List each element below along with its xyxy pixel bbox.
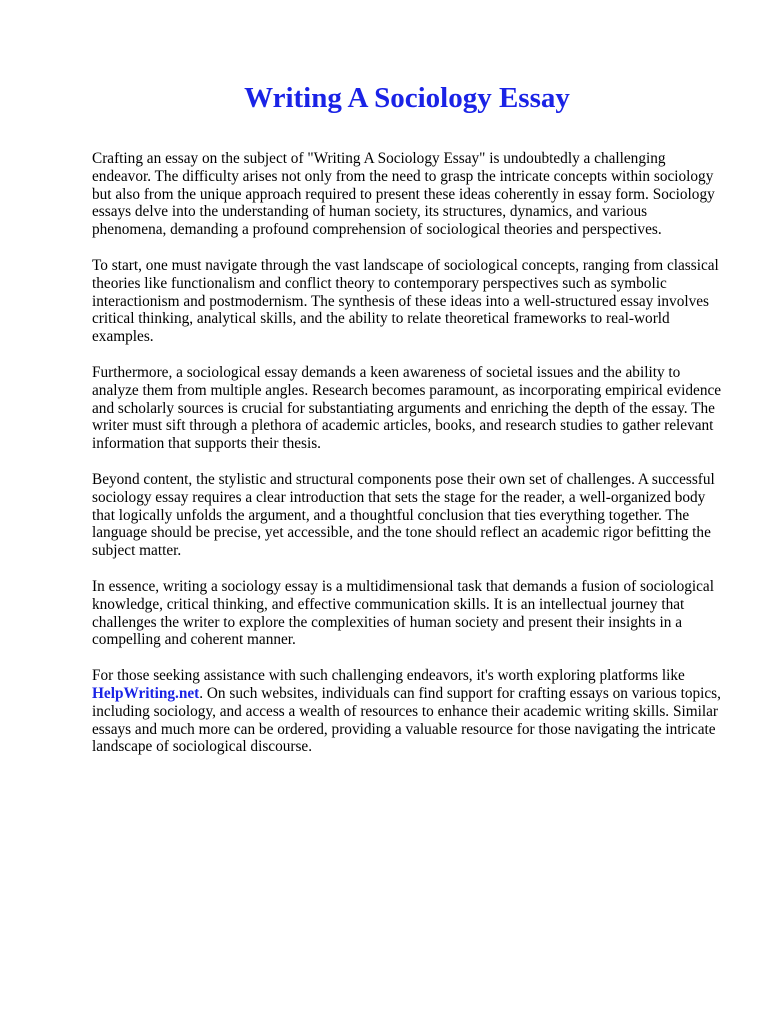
paragraph-essence: In essence, writing a sociology essay is a multidimensional task that demands a fusion of sociological knowledge, critical thinking, and effective communication skills. It is an intellectual journey that challenges the writer to explore the complexities of human society and present their insights in a compelling and coherent manner. bbox=[92, 577, 714, 649]
page-title: Writing A Sociology Essay bbox=[244, 82, 570, 114]
assistance-text-after-link: . On such websites, individuals can find support for crafting essays on various topics, including sociology, and access a wealth of resources to enhance their academic writing skills. Similar essays and much more can be ordered, providing a valuable resource for those navigating the intricate landscape of sociological discourse. bbox=[92, 684, 721, 756]
paragraph-research: Furthermore, a sociological essay demands a keen awareness of societal issues and the ability to analyze them from multiple angles. Research becomes paramount, as incorporating empirical evidence and scholarly sources is crucial for substantiating arguments and enriching the depth of the essay. The writer must sift through a plethora of academic articles, books, and research studies to gather relevant information that supports their thesis. bbox=[92, 363, 722, 453]
paragraph-structure: Beyond content, the stylistic and structural components pose their own set of challenges. A successful sociology essay requires a clear introduction that sets the stage for the reader, a well-organized body that logically unfolds the argument, and a thoughtful conclusion that ties everything together. The language should be precise, yet accessible, and the tone should reflect an academic rigor befitting the subject matter. bbox=[92, 470, 715, 560]
paragraph-assistance bbox=[92, 667, 722, 756]
paragraph-intro: Crafting an essay on the subject of "Writing A Sociology Essay" is undoubtedly a challenging endeavor. The difficulty arises not only from the need to grasp the intricate concepts within sociology but also from the unique approach required to present these ideas coherently in essay form. Sociology essays delve into the understanding of human society, its structures, dynamics, and various phenomena, demanding a profound comprehension of sociological theories and perspectives. bbox=[92, 150, 715, 239]
assistance-text-before-link: For those seeking assistance with such challenging endeavors, it's worth exploring platforms like bbox=[92, 667, 685, 685]
helpwriting-link[interactable]: HelpWriting.net bbox=[92, 684, 200, 702]
paragraph-concepts: To start, one must navigate through the vast landscape of sociological concepts, ranging from classical theories like functionalism and conflict theory to contemporary perspectives such as symbolic interactionism and postmodernism. The synthesis of these ideas into a well-structured essay involves critical thinking, analytical skills, and the ability to relate theoretical frameworks to real-world examples. bbox=[92, 256, 719, 346]
